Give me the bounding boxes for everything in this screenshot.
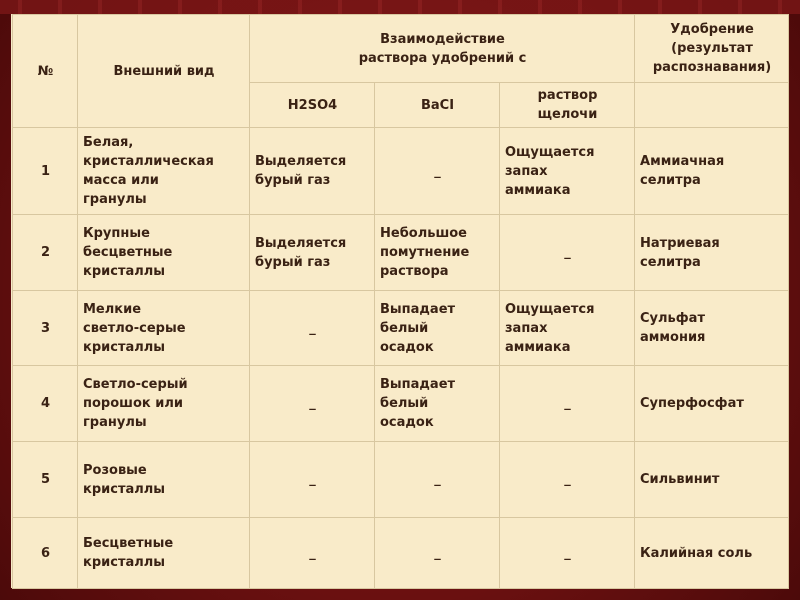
row-h2so4: Выделяется бурый газ — [250, 215, 375, 291]
subheader-empty — [635, 83, 789, 128]
row-alkali: _ — [500, 518, 635, 589]
row-h2so4: _ — [250, 366, 375, 442]
row-bacl: _ — [375, 128, 500, 215]
subheader-alkali: раствор щелочи — [500, 83, 635, 128]
subheader-h2so4: H2SO4 — [250, 83, 375, 128]
table-row — [13, 442, 789, 518]
row-alkali: _ — [500, 366, 635, 442]
table-row — [13, 215, 789, 291]
row-appearance: Светло-серый порошок или гранулы — [78, 366, 250, 442]
row-fertilizer: Сульфат аммония — [635, 291, 789, 366]
row-appearance: Бесцветные кристаллы — [78, 518, 250, 589]
row-num: 3 — [13, 291, 78, 366]
header-num: № — [13, 15, 78, 128]
row-bacl: Выпадает белый осадок — [375, 291, 500, 366]
row-num: 4 — [13, 366, 78, 442]
header-row — [13, 15, 789, 83]
row-bacl: Выпадает белый осадок — [375, 366, 500, 442]
row-fertilizer: Сильвинит — [635, 442, 789, 518]
table-row — [13, 366, 789, 442]
row-bacl: Небольшое помутнение раствора — [375, 215, 500, 291]
row-num: 2 — [13, 215, 78, 291]
row-alkali: Ощущается запах аммиака — [500, 128, 635, 215]
row-appearance: Мелкие светло-серые кристаллы — [78, 291, 250, 366]
row-fertilizer: Аммиачная селитра — [635, 128, 789, 215]
subheader-bacl: BaCI — [375, 83, 500, 128]
fertilizer-table — [12, 14, 789, 589]
row-bacl: _ — [375, 518, 500, 589]
row-fertilizer: Натриевая селитра — [635, 215, 789, 291]
row-appearance: Белая, кристаллическая масса или гранулы — [78, 128, 250, 215]
row-fertilizer: Калийная соль — [635, 518, 789, 589]
row-num: 1 — [13, 128, 78, 215]
row-h2so4: _ — [250, 291, 375, 366]
row-num: 5 — [13, 442, 78, 518]
row-h2so4: Выделяется бурый газ — [250, 128, 375, 215]
row-appearance: Розовые кристаллы — [78, 442, 250, 518]
row-bacl: _ — [375, 442, 500, 518]
top-ornament-border — [0, 0, 800, 14]
row-alkali: _ — [500, 442, 635, 518]
row-h2so4: _ — [250, 518, 375, 589]
table-row — [13, 518, 789, 589]
row-fertilizer: Суперфосфат — [635, 366, 789, 442]
row-alkali: Ощущается запах аммиака — [500, 291, 635, 366]
row-h2so4: _ — [250, 442, 375, 518]
row-alkali: _ — [500, 215, 635, 291]
header-interaction: Взаимодействие раствора удобрений с — [250, 15, 635, 83]
row-num: 6 — [13, 518, 78, 589]
header-appearance: Внешний вид — [78, 15, 250, 128]
table-row — [13, 128, 789, 215]
table-row — [13, 291, 789, 366]
header-fertilizer: Удобрение (результат распознавания) — [635, 15, 789, 83]
row-appearance: Крупные бесцветные кристаллы — [78, 215, 250, 291]
